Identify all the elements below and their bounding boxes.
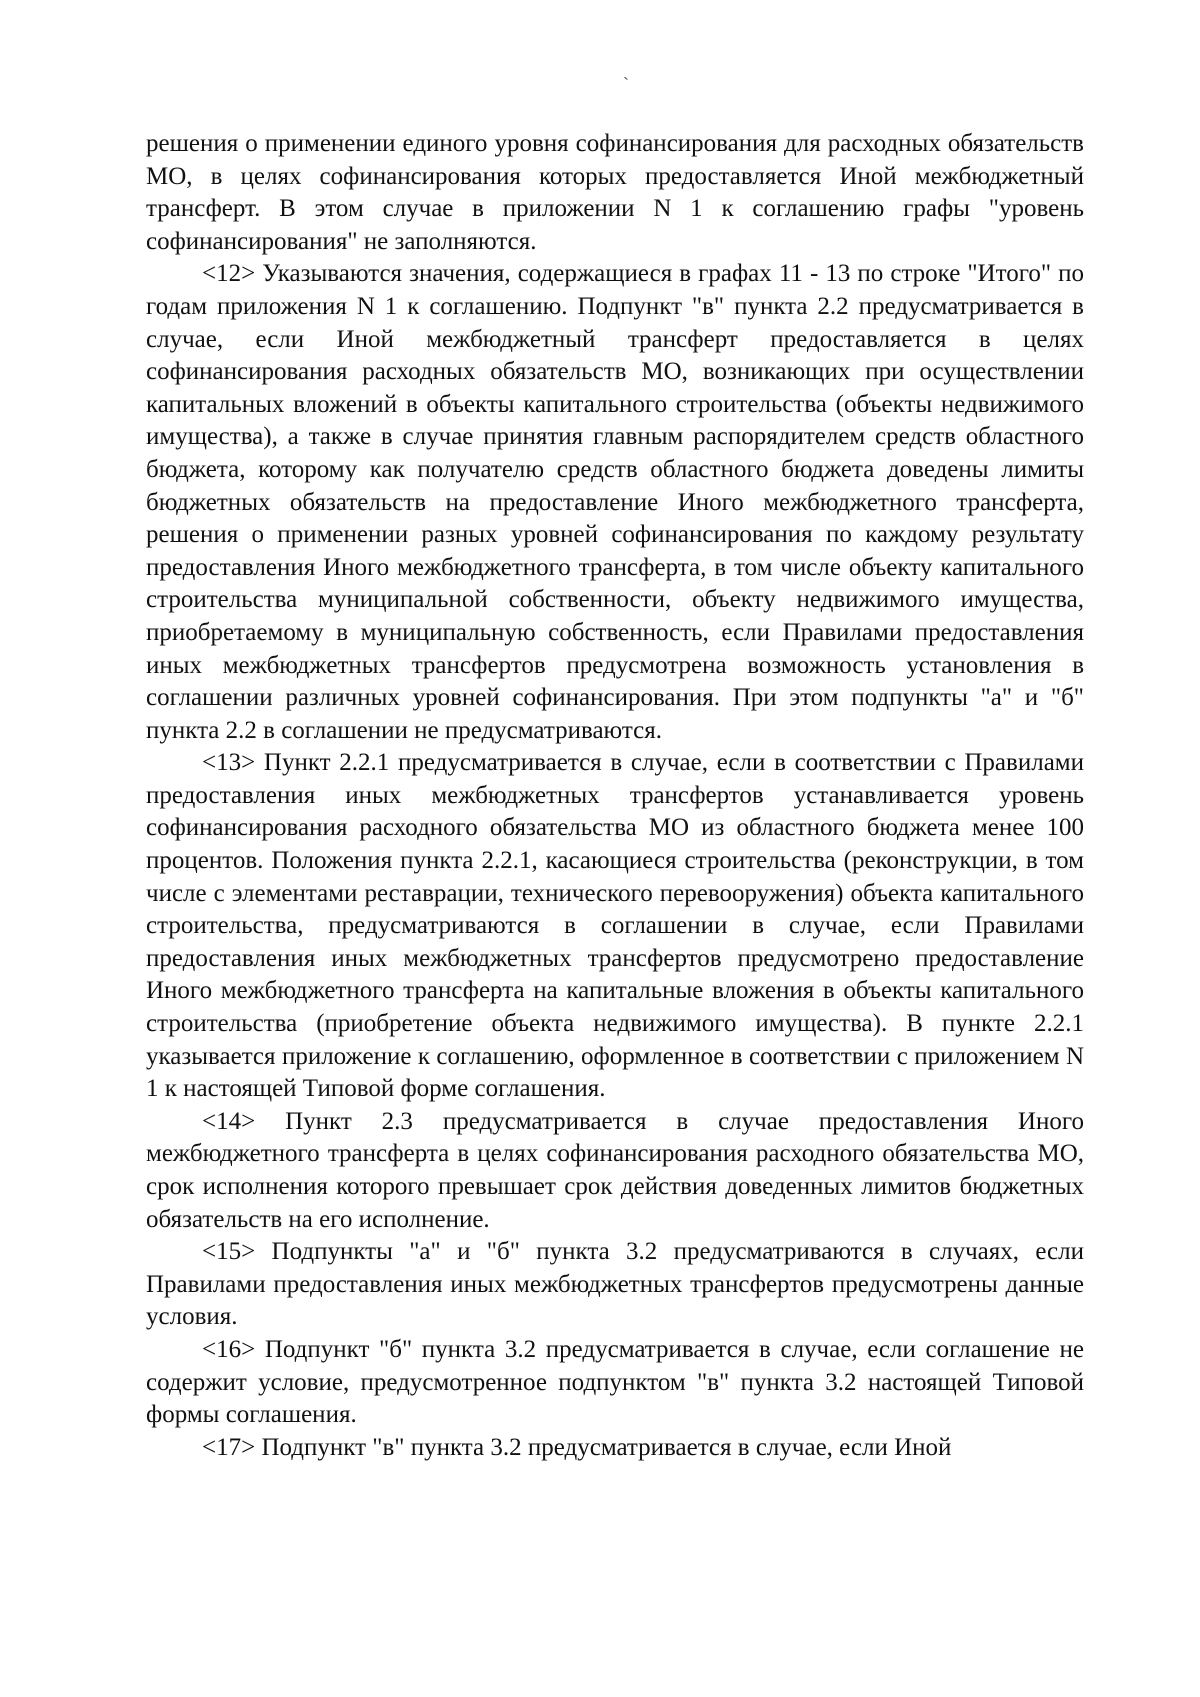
footnote-16: <16> Подпункт "б" пункта 3.2 предусматривается в случае, если соглашение не содержит условие, предусмотренное подпунктом "в" пункта 3.2 настоящей Типовой формы соглашения. [146, 1335, 1084, 1429]
footnote-14: <14> Пункт 2.3 предусматривается в случае предоставления Иного межбюджетного трансферта в целях софинансирования расходного обязательства МО, срок исполнения которого превышает срок действия доведенных лимитов бюджетных обязательств на его исполнение. [146, 1107, 1084, 1233]
document-body [146, 128, 1084, 1464]
footnote-15: <15> Подпункты "а" и "б" пункта 3.2 предусматриваются в случаях, если Правилами предоставления иных межбюджетных трансфертов предусмотрены данные условия. [146, 1238, 1084, 1331]
footnote-17: <17> Подпункт "в" пункта 3.2 предусматривается в случае, если Иной [202, 1433, 952, 1461]
paragraph-continuation: решения о применении единого уровня софинансирования для расходных обязательств МО, в целях софинансирования которых предоставляется Иной межбюджетный трансферт. В этом случае в приложении N 1 к соглашению графы "уровень софинансирования" не заполняются. [146, 130, 1084, 255]
scan-mark: ` [623, 74, 629, 94]
footnote-13: <13> Пункт 2.2.1 предусматривается в случае, если в соответствии с Правилами предоставления иных межбюджетных трансфертов устанавливается уровень софинансирования расходного обязательства МО из областного бюджета менее 100 процентов. Положения пункта 2.2.1, касающиеся строительства (реконструкции, в том числе с элементами реставрации, технического перевооружения) объекта капитального строительства, предусматриваются в соглашении в случае, если Правилами предоставления иных межбюджетных трансфертов предусмотрено предоставление Иного межбюджетного трансферта на капитальные вложения в объекты капитального строительства (приобретение объекта недвижимого имущества). В пункте 2.2.1 указывается приложение к соглашению, оформленное в соответствии с приложением N 1 к настоящей Типовой форме соглашения. [146, 749, 1084, 1103]
footnote-12: <12> Указываются значения, содержащиеся в графах 11 - 13 по строке "Итого" по годам приложения N 1 к соглашению. Подпункт "в" пункта 2.2 предусматривается в случае, если Иной межбюджетный трансферт предоставляется в целях софинансирования расходных обязательств МО, возникающих при осуществлении капитальных вложений в объекты капитального строительства (объекты недвижимого имущества), а также в случае принятия главным распорядителем средств областного бюджета, которому как получателю средств областного бюджета доведены лимиты бюджетных обязательств на предоставление Иного межбюджетного трансферта, решения о применении разных уровней софинансирования по каждому результату предоставления Иного межбюджетного трансферта, в том числе объекту капитального строительства муниципальной собственности, объекту недвижимого имущества, приобретаемому в муниципальную собственность, если Правилами предоставления иных межбюджетных трансфертов предусмотрена возможность установления в соглашении различных уровней софинансирования. При этом подпункты "а" и "б" пункта 2.2 в соглашении не предусматриваются. [146, 260, 1084, 744]
